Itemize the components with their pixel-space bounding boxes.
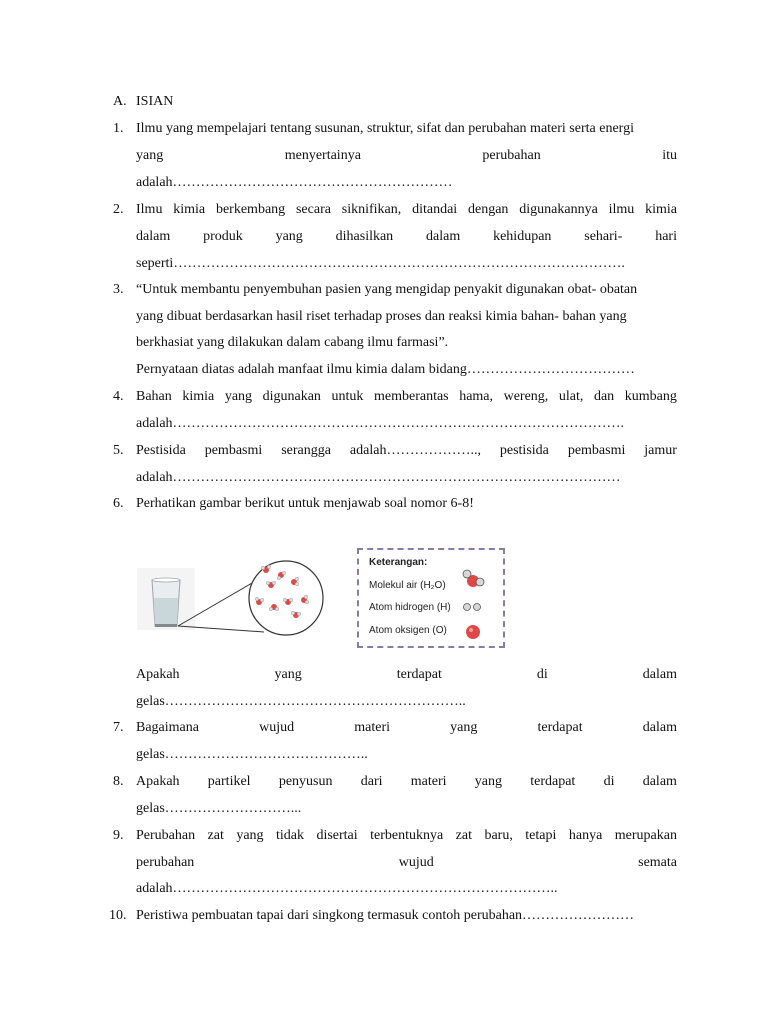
q2-line3: seperti……………………………………………………………………………………. [136, 256, 625, 271]
water-molecule-icon [463, 570, 484, 587]
q10-number: 10. [109, 908, 127, 923]
word: dalam [642, 720, 677, 735]
word: pembasmi [204, 443, 263, 458]
q4-number: 4. [113, 389, 124, 404]
word: pembasmi [567, 443, 626, 458]
word: ulat, [558, 389, 584, 404]
word: perubahan [482, 148, 541, 163]
q8-line1 [136, 773, 677, 791]
q1-line2 [136, 147, 677, 165]
word: hanya [568, 828, 603, 843]
word: wujud [398, 855, 434, 870]
q8-line2: gelas………………………... [136, 801, 302, 816]
q9-line1 [136, 827, 677, 845]
word: digunakan [262, 389, 321, 404]
word: yang [136, 148, 164, 163]
word: hari [655, 229, 677, 244]
word: Bahan [136, 389, 172, 404]
word: baru, [484, 828, 513, 843]
q3-number: 3. [113, 282, 124, 297]
q3-line2: yang dibuat berdasarkan hasil riset terhadap proses dan reaksi kimia bahan- bahan yang [136, 309, 627, 324]
word: terdapat [537, 720, 583, 735]
q9-line3: adalah……………………………………………………………………….. [136, 881, 558, 896]
word: kimia [182, 389, 215, 404]
word: untuk [331, 389, 364, 404]
q5-line1 [136, 442, 677, 460]
zoom-circle [249, 561, 323, 635]
q1-number: 1. [113, 121, 124, 136]
word: memberantas [373, 389, 449, 404]
word: dan [593, 389, 615, 404]
q3-line3: berkhasiat yang dilakukan dalam cabang ilmu farmasi”. [136, 335, 449, 350]
word: kehidupan [493, 229, 552, 244]
word: perubahan [136, 855, 195, 870]
q1-line1: Ilmu yang mempelajari tentang susunan, struktur, sifat dan perubahan materi serta energi [136, 121, 634, 136]
word: Apakah [136, 774, 180, 789]
word: ditandai [412, 202, 458, 217]
q2-number: 2. [113, 202, 124, 217]
hydrogen-atom-icon [464, 604, 481, 611]
word: siknifikan, [341, 202, 402, 217]
word: dalam [426, 229, 461, 244]
q4-line2: adalah……………………………………………………………………………………. [136, 416, 625, 431]
word: wereng, [503, 389, 549, 404]
word: dihasilkan [335, 229, 394, 244]
word: dengan [468, 202, 509, 217]
word: zat [207, 828, 224, 843]
q2-line2 [136, 228, 677, 246]
word: merupakan [614, 828, 677, 843]
word: adalah……………….., [349, 443, 481, 458]
q5-number: 5. [113, 443, 124, 458]
word: materi [410, 774, 447, 789]
word: dalam [642, 667, 677, 682]
word: dalam [642, 774, 677, 789]
legend-row-oxygen: Atom oksigen (O) [369, 625, 447, 636]
word: produk [203, 229, 243, 244]
q3-line4: Pernyataan diatas adalah manfaat ilmu kimia dalam bidang……………………………… [136, 362, 635, 377]
word: yang [474, 774, 502, 789]
word: itu [662, 148, 677, 163]
q7-line1 [136, 719, 677, 737]
word: Ilmu [136, 202, 163, 217]
word: Apakah [136, 667, 180, 682]
q9-number: 9. [113, 828, 124, 843]
word: ilmu [608, 202, 635, 217]
word: terbentuknya [370, 828, 444, 843]
word: secara [295, 202, 331, 217]
q1-line3: adalah…………………………………………………… [136, 175, 453, 190]
word: yang [450, 720, 478, 735]
q8-number: 8. [113, 774, 124, 789]
legend-symbols [459, 562, 499, 646]
word: kumbang [624, 389, 677, 404]
word: semata [638, 855, 677, 870]
word: di [536, 667, 548, 682]
word: materi [354, 720, 391, 735]
word: digunakannya [519, 202, 598, 217]
word: penyusun [278, 774, 333, 789]
word: zat [455, 828, 472, 843]
word: berkembang [215, 202, 286, 217]
word: hama, [459, 389, 494, 404]
q4-line1 [136, 388, 677, 406]
word: disertai [316, 828, 358, 843]
glass-icon [152, 578, 180, 627]
word: yang [224, 389, 253, 404]
legend-row-hydrogen: Atom hidrogen (H) [369, 602, 451, 613]
word: Perubahan [136, 828, 196, 843]
word: yang [275, 229, 303, 244]
word: terdapat [530, 774, 576, 789]
word: Pestisida [136, 443, 186, 458]
word: serangga [281, 443, 331, 458]
oxygen-atom-icon [466, 625, 480, 639]
word: partikel [207, 774, 251, 789]
word: yang [274, 667, 302, 682]
q9-line2 [136, 854, 677, 872]
q7-line2: gelas…………………………………….. [136, 747, 368, 762]
word: Bagaimana [136, 720, 199, 735]
q10-line1: Peristiwa pembuatan tapai dari singkong termasuk contoh perubahan…………………… [136, 908, 635, 923]
q5-line2: adalah…………………………………………………………………………………… [136, 470, 621, 485]
word: tetapi [525, 828, 557, 843]
word: wujud [259, 720, 295, 735]
q7-number: 7. [113, 720, 124, 735]
word: di [603, 774, 615, 789]
figure-legend [357, 548, 505, 648]
word: terdapat [396, 667, 442, 682]
word: yang [236, 828, 264, 843]
q6-line1: Perhatikan gambar berikut untuk menjawab soal nomor 6-8! [136, 496, 474, 511]
word: tidak [276, 828, 304, 843]
word: dari [360, 774, 383, 789]
word: kimia [645, 202, 677, 217]
word: pestisida [499, 443, 549, 458]
word: dalam [136, 229, 171, 244]
legend-row-water: Molekul air (H₂O) [369, 580, 446, 591]
word: sehari- [584, 229, 623, 244]
q6-number: 6. [113, 496, 124, 511]
word: jamur [644, 443, 677, 458]
q6-line3: gelas……………………………………………………….. [136, 694, 466, 709]
word: menyertainya [284, 148, 361, 163]
legend-title: Keterangan: [369, 557, 428, 568]
q6-line2 [136, 666, 677, 684]
section-letter: A. [113, 94, 127, 109]
q3-line1: “Untuk membantu penyembuhan pasien yang mengidap penyakit digunakan obat- obatan [136, 282, 638, 297]
section-title: ISIAN [136, 94, 174, 109]
q2-line1 [136, 201, 677, 219]
word: kimia [173, 202, 206, 217]
